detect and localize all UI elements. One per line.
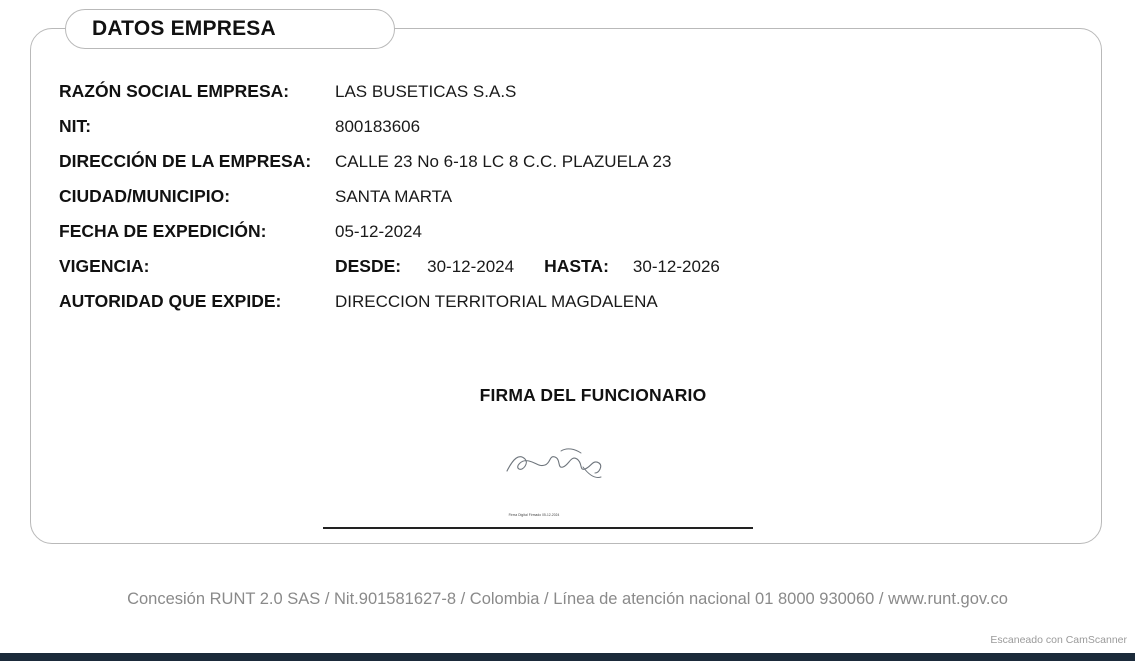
field-row-fecha-expedicion xyxy=(59,221,1069,256)
field-label: NIT: xyxy=(59,116,92,136)
footer-text: Concesión RUNT 2.0 SAS / Nit.901581627-8 / Colombia / Línea de atención nacional 01 8000 930060 / www.runt.gov.co xyxy=(127,590,1008,608)
field-label: AUTORIDAD QUE EXPIDE: xyxy=(59,291,282,311)
firma-title xyxy=(31,385,1103,406)
field-row-direccion xyxy=(59,151,1069,186)
signature-caption: Firma Digital Firmado 05-12-2024 xyxy=(508,513,560,517)
field-value: DIRECCION TERRITORIAL MAGDALENA xyxy=(335,292,658,311)
vigencia-hasta-label: HASTA: xyxy=(544,256,609,276)
field-row-autoridad xyxy=(59,291,1069,326)
field-label: DIRECCIÓN DE LA EMPRESA: xyxy=(59,151,312,171)
field-row-vigencia xyxy=(59,256,1069,291)
vigencia-values xyxy=(335,256,720,277)
field-value: SANTA MARTA xyxy=(335,187,453,206)
field-row-razon-social xyxy=(59,81,1069,116)
vigencia-hasta-value: 30-12-2026 xyxy=(632,257,720,276)
vigencia-desde-value: 30-12-2024 xyxy=(427,257,515,276)
signature-stroke-icon xyxy=(499,437,619,491)
signature-line xyxy=(323,527,753,529)
datos-empresa-panel xyxy=(30,17,1102,544)
field-row-ciudad xyxy=(59,186,1069,221)
field-label: CIUDAD/MUNICIPIO: xyxy=(59,186,231,206)
fields-list xyxy=(59,81,1069,326)
field-row-nit xyxy=(59,116,1069,151)
panel-legend xyxy=(65,9,395,49)
panel-legend-label: DATOS EMPRESA xyxy=(92,17,276,40)
scanner-watermark: Escaneado con CamScanner xyxy=(990,634,1127,646)
bottom-bar xyxy=(0,653,1135,661)
field-value: LAS BUSETICAS S.A.S xyxy=(335,82,517,101)
field-value: 05-12-2024 xyxy=(335,222,422,241)
vigencia-desde-label: DESDE: xyxy=(335,256,402,276)
firma-title-label: FIRMA DEL FUNCIONARIO xyxy=(479,385,707,405)
field-label: VIGENCIA: xyxy=(59,256,150,276)
field-value: CALLE 23 No 6-18 LC 8 C.C. PLAZUELA 23 xyxy=(335,152,672,171)
signature-handwriting xyxy=(499,437,619,491)
field-label: RAZÓN SOCIAL EMPRESA: xyxy=(59,81,290,101)
field-value: 800183606 xyxy=(335,117,421,136)
field-label: FECHA DE EXPEDICIÓN: xyxy=(59,221,267,241)
